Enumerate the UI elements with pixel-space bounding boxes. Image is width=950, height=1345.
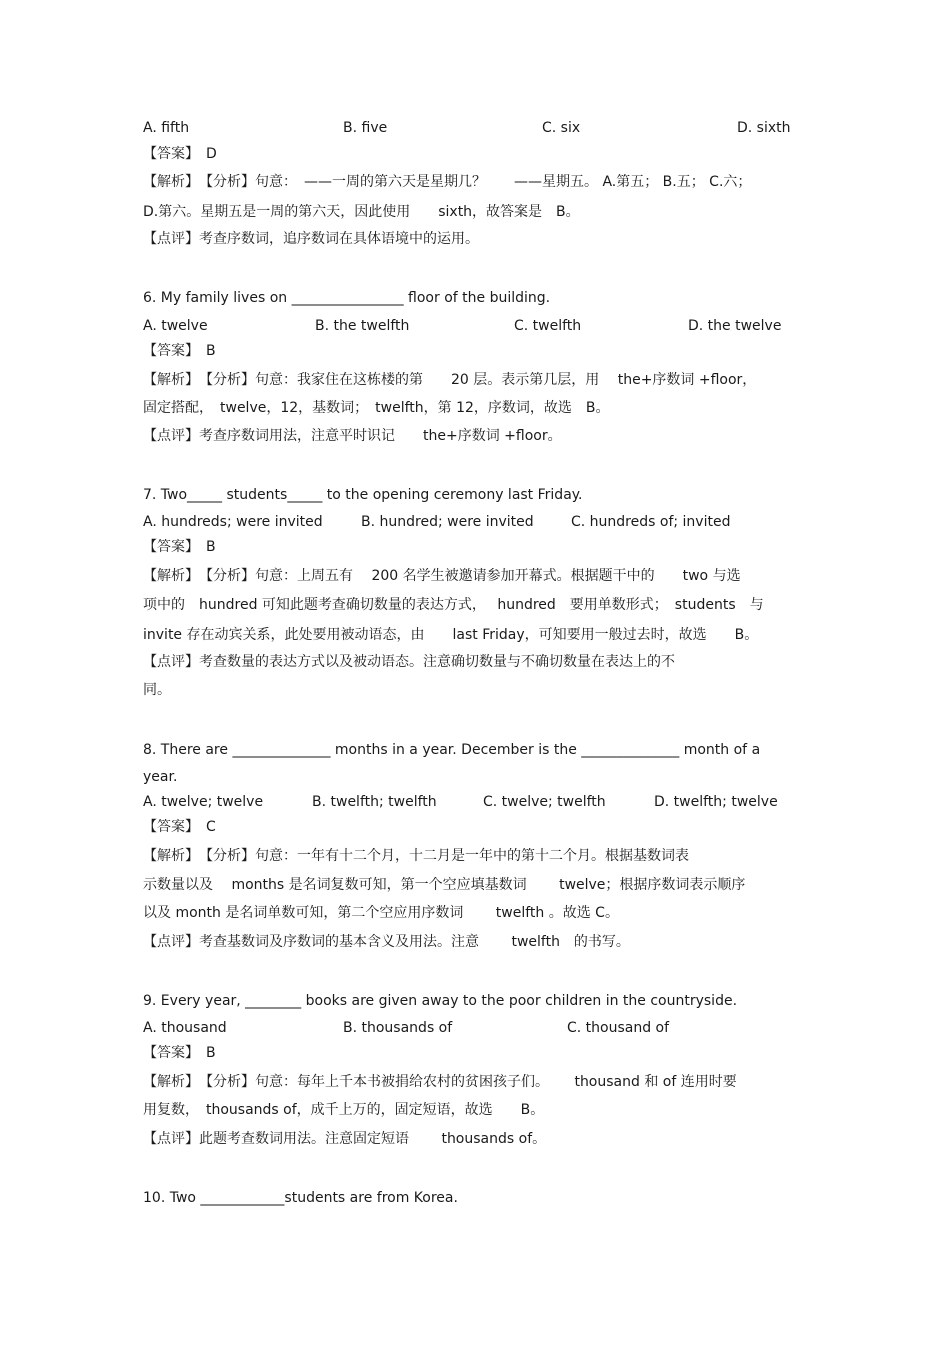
q5-analysis-line-2: D.第六。星期五是一周的第六天，因此使用 sixth，故答案是 B。 [143, 204, 580, 220]
q8-option-d: D. twelfth; twelve [654, 794, 778, 810]
q7-comment-line-2: 同。 [143, 682, 171, 698]
q6-option-b: B. the twelfth [315, 318, 410, 334]
q9-comment: 【点评】此题考查数词用法。注意固定短语 thousands of。 [143, 1131, 547, 1147]
q7-answer: 【答案】 B [143, 539, 216, 555]
q8-option-b: B. twelfth; twelfth [312, 794, 437, 810]
q9-analysis-line-1: 【解析】 【分析】句意：每年上千本书被捐给农村的贫困孩子们。 thousand 和 of 连用时要 [143, 1074, 737, 1090]
q8-analysis-line-3: 以及 month 是名词单数可知，第二个空应用序数词 twelfth 。故选 C。 [143, 905, 619, 921]
q8-analysis-line-2: 示数量以及 months 是名词复数可知，第一个空应填基数词 twelve；根据序数词表示顺序 [143, 877, 746, 893]
q5-analysis-line-1: 【解析】 【分析】句意： ——一周的第六天是星期几？ ——星期五。 A.第五； B.五； C.六； [143, 174, 752, 190]
q8-question-line-2: year. [143, 769, 178, 785]
q6-option-a: A. twelve [143, 318, 208, 334]
q6-comment: 【点评】考查序数词用法，注意平时识记 the+序数词 +floor。 [143, 428, 562, 444]
q8-answer: 【答案】 C [143, 819, 216, 835]
q8-option-a: A. twelve; twelve [143, 794, 264, 810]
q7-option-c: C. hundreds of; invited [571, 514, 731, 530]
q8-comment: 【点评】考查基数词及序数词的基本含义及用法。注意 twelfth 的书写。 [143, 934, 630, 950]
q7-comment-line-1: 【点评】考查数量的表达方式以及被动语态。注意确切数量与不确切数量在表达上的不 [143, 654, 675, 670]
q9-option-c: C. thousand of [567, 1020, 670, 1036]
q7-analysis-line-3: invite 存在动宾关系，此处要用被动语态，由 last Friday，可知要用一般过去时，故选 B。 [143, 627, 759, 643]
q5-option-b: B. five [343, 120, 388, 136]
q7-option-a: A. hundreds; were invited [143, 514, 323, 530]
q5-comment: 【点评】考查序数词，追序数词在具体语境中的运用。 [143, 231, 479, 247]
q8-question-line-1: 8. There are ______________ months in a year. December is the ______________ month of a [143, 742, 761, 758]
q9-answer: 【答案】 B [143, 1045, 216, 1061]
q6-analysis-line-2: 固定搭配， twelve，12，基数词； twelfth，第 12，序数词，故选 B。 [143, 400, 610, 416]
q7-analysis-line-1: 【解析】 【分析】句意：上周五有 200 名学生被邀请参加开幕式。根据题干中的 two 与选 [143, 568, 741, 584]
q10-question: 10. Two ____________students are from Korea. [143, 1190, 458, 1206]
q5-option-a: A. fifth [143, 120, 190, 136]
q5-option-d: D. sixth [737, 120, 791, 136]
q7-analysis-line-2: 项中的 hundred 可知此题考查确切数量的表达方式， hundred 要用单数形式； students 与 [143, 597, 764, 613]
q7-question: 7. Two_____ students_____ to the opening ceremony last Friday. [143, 487, 583, 503]
q7-option-b: B. hundred; were invited [361, 514, 534, 530]
q5-answer: 【答案】 D [143, 146, 217, 162]
q9-option-b: B. thousands of [343, 1020, 453, 1036]
q8-option-c: C. twelve; twelfth [483, 794, 606, 810]
q5-option-c: C. six [542, 120, 581, 136]
q6-option-d: D. the twelve [688, 318, 782, 334]
q6-answer: 【答案】 B [143, 343, 216, 359]
q6-question: 6. My family lives on ________________ floor of the building. [143, 290, 551, 306]
q9-analysis-line-2: 用复数， thousands of，成千上万的，固定短语，故选 B。 [143, 1102, 545, 1118]
q8-analysis-line-1: 【解析】 【分析】句意：一年有十二个月，十二月是一年中的第十二个月。根据基数词表 [143, 848, 689, 864]
q6-analysis-line-1: 【解析】 【分析】句意：我家住在这栋楼的第 20 层。表示第几层，用 the+序数词 +floor， [143, 372, 757, 388]
q9-question: 9. Every year, ________ books are given away to the poor children in the countryside. [143, 993, 738, 1009]
q6-option-c: C. twelfth [514, 318, 582, 334]
q9-option-a: A. thousand [143, 1020, 227, 1036]
